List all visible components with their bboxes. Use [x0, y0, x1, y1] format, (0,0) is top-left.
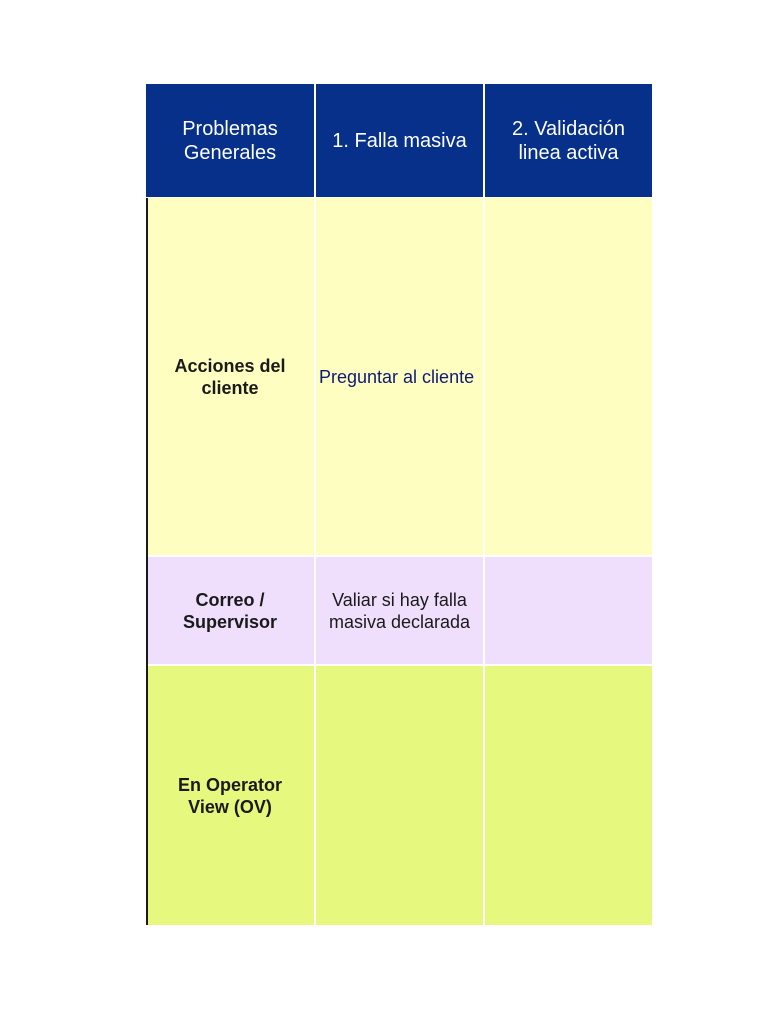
row-label-line: View (OV)	[188, 796, 272, 817]
problems-table	[146, 84, 652, 925]
header-line: linea activa	[518, 141, 619, 164]
header-line: Problemas	[182, 117, 278, 140]
row-label-line: Correo /	[195, 589, 265, 610]
cell-text: Preguntar al cliente	[319, 366, 475, 387]
cell-empty	[485, 666, 652, 925]
cell-empty	[316, 666, 483, 925]
header-line: 1. Falla masiva	[332, 129, 467, 152]
header-problemas-generales	[146, 84, 314, 197]
cell-text-line: Valiar si hay falla	[332, 589, 467, 610]
header-line: 2. Validación	[511, 117, 626, 140]
row-label-correo-supervisor	[146, 557, 314, 664]
cell-empty	[485, 198, 652, 555]
cell-empty	[485, 557, 652, 664]
cell-preguntar-al-cliente	[316, 198, 483, 555]
table-left-border	[146, 198, 148, 925]
row-label-acciones-del-cliente	[146, 198, 314, 555]
row-label-line: cliente	[201, 377, 259, 398]
row-label-line: Acciones del	[174, 355, 286, 376]
header-line: Generales	[183, 141, 277, 164]
header-validacion-linea-activa	[485, 84, 652, 197]
cell-validar-falla-masiva	[316, 557, 483, 664]
row-label-line: En Operator	[177, 774, 283, 795]
cell-text-line: masiva declarada	[328, 611, 471, 632]
header-falla-masiva	[316, 84, 483, 197]
row-label-line: Supervisor	[182, 611, 278, 632]
row-label-en-operator-view	[146, 666, 314, 925]
